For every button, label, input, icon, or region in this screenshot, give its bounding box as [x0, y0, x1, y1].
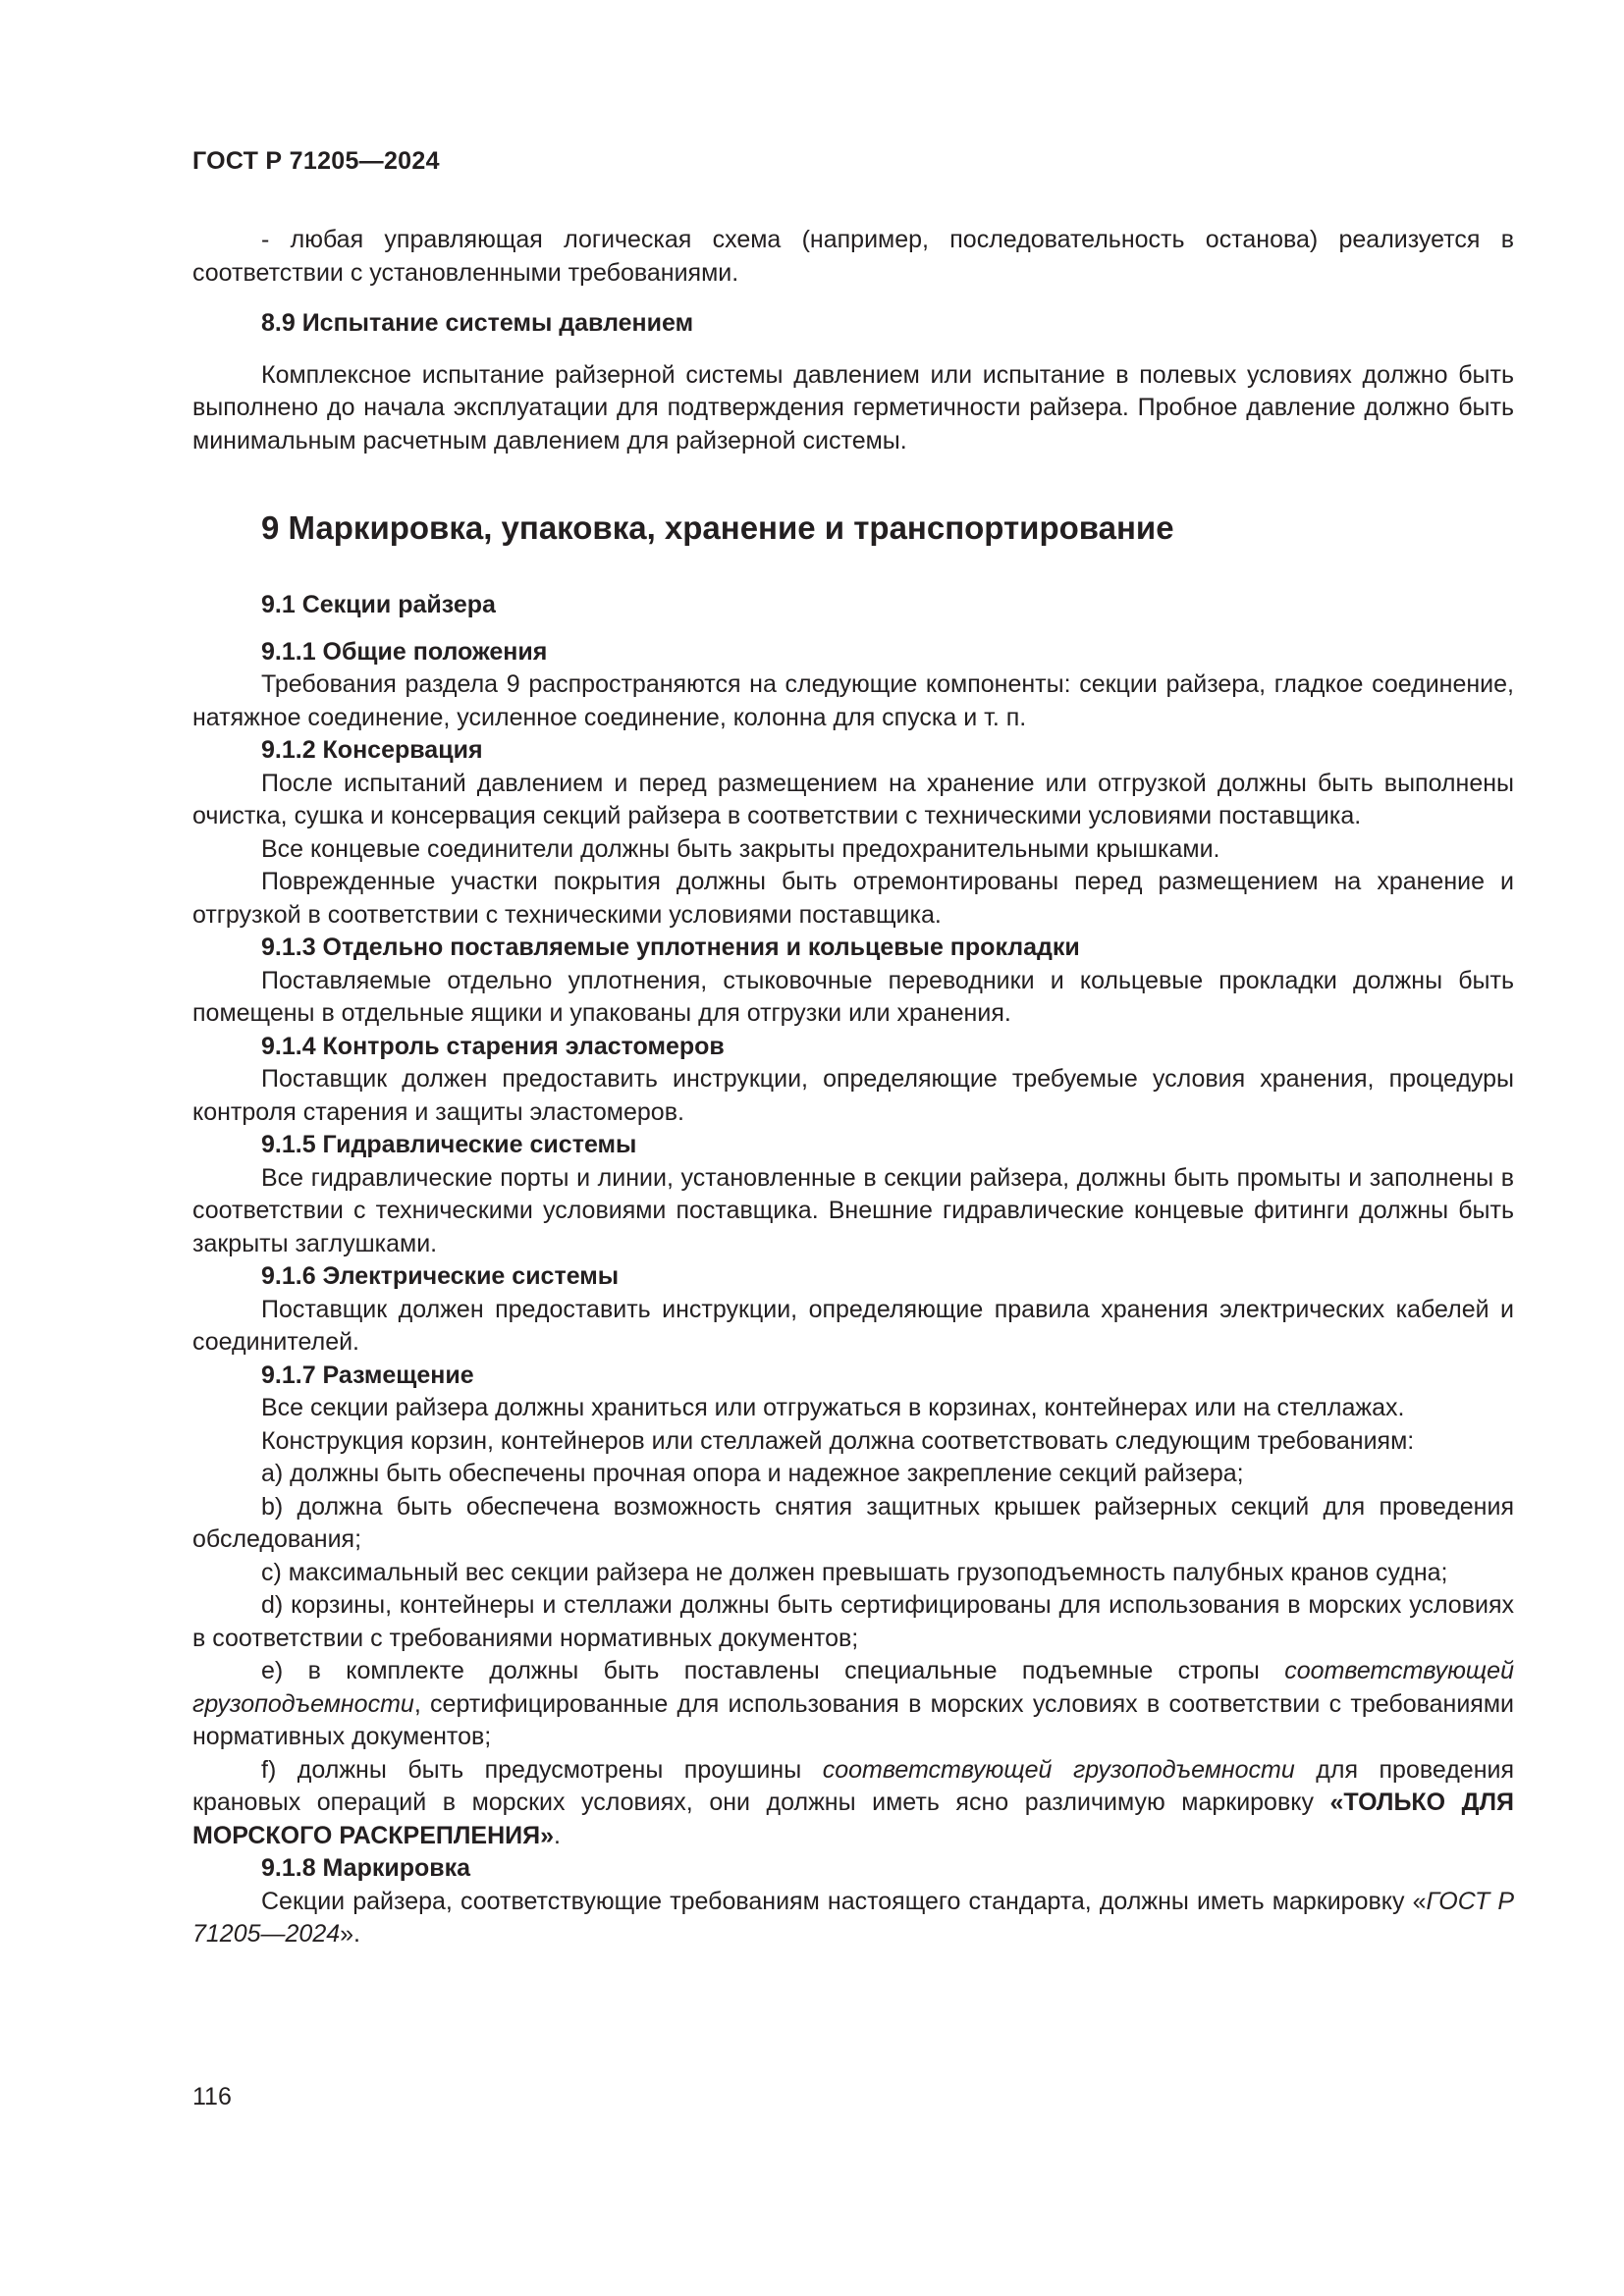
- list-item-e-emphasis: соответствующей грузоподъемности: [192, 1657, 1514, 1718]
- list-item-f-emphasis: соответствующей грузоподъемности: [822, 1755, 1295, 1784]
- standard-code-emphasis: ГОСТ Р 71205—2024: [192, 1887, 1514, 1948]
- marking-label: «ТОЛЬКО ДЛЯ МОРСКОГО РАСКРЕПЛЕНИЯ»: [192, 1789, 1515, 1849]
- section-8-9-text: Комплексное испытание райзерной системы давлением или испытание в полевых условиях должно быть выполнено до начала эксплуатации для подтверждения герметичности райзера. Пробное давление должно быть минимальным расчетным давлением для райзерной системы.: [192, 360, 1514, 454]
- section-9-1-7-paragraph: Все секции райзера должны храниться или отгружаться в корзинах, контейнерах или на стеллажах.: [261, 1394, 1405, 1421]
- section-9-1-heading: 9.1 Секции райзера: [261, 591, 496, 618]
- list-item-e-text-end: , сертифицированные для использования в морских условиях в соответствии с требованиями нормативных документов;: [192, 1689, 1514, 1750]
- page-body: [192, 224, 1514, 1951]
- section-9-1-2-paragraph: Все концевые соединители должны быть закрыты предохранительными крышками.: [261, 834, 1220, 863]
- list-item-f-text-mid: для проведения крановых операций в морских условиях, они должны иметь ясно различимую маркировку: [192, 1755, 1515, 1816]
- list-item-e: [192, 1655, 1514, 1754]
- section-9-1-8-text-end: ».: [340, 1920, 360, 1948]
- section-9-1-4-heading: 9.1.4 Контроль старения эластомеров: [261, 1032, 725, 1060]
- list-item-b: b) должна быть обеспечена возможность снятия защитных крышек райзерных секций для проведения обследования;: [192, 1492, 1514, 1553]
- section-9-1-7-heading: 9.1.7 Размещение: [261, 1361, 474, 1389]
- page-number: 116: [192, 2083, 232, 2110]
- list-item-e-text: е) в комплекте должны быть поставлены специальные подъемные стропы: [261, 1657, 1285, 1684]
- section-9-1-4-text: Поставщик должен предоставить инструкции, определяющие требуемые условия хранения, процедуры контроля старения и защиты эластомеров.: [192, 1065, 1514, 1126]
- section-9-1-8-heading: 9.1.8 Маркировка: [261, 1854, 471, 1882]
- section-9-1-2-heading: 9.1.2 Консервация: [261, 736, 483, 764]
- list-item-f: [192, 1754, 1514, 1853]
- section-9-1-5-heading: 9.1.5 Гидравлические системы: [261, 1131, 637, 1158]
- section-9-1-1-heading: 9.1.1 Общие положения: [261, 637, 548, 666]
- section-8-9-heading: 8.9 Испытание системы давлением: [261, 309, 694, 337]
- list-item-intro: - любая управляющая логическая схема (например, последовательность останова) реализуется в соответствии с установленными требованиями.: [192, 226, 1514, 287]
- section-9-1-8-text-start: Секции райзера, соответствующие требованиям настоящего стандарта, должны иметь маркировку «: [261, 1887, 1427, 1915]
- list-item-f-text: f) должны быть предусмотрены проушины: [261, 1755, 823, 1784]
- list-item-c: с) максимальный вес секции райзера не должен превышать грузоподъемность палубных кранов судна;: [261, 1558, 1448, 1586]
- list-item-d: d) корзины, контейнеры и стеллажи должны быть сертифицированы для использования в морских условиях в соответствии с требованиями нормативных документов;: [192, 1591, 1514, 1652]
- section-9-1-8-text: [192, 1886, 1514, 1951]
- document-code-header: ГОСТ Р 71205—2024: [192, 147, 440, 175]
- list-item-f-text-end: .: [553, 1821, 561, 1849]
- list-item-a: а) должны быть обеспечены прочная опора и надежное закрепление секций райзера;: [261, 1460, 1244, 1487]
- section-9-1-6-heading: 9.1.6 Электрические системы: [261, 1262, 620, 1290]
- section-9-1-7-paragraph: Конструкция корзин, контейнеров или стеллажей должна соответствовать следующим требованиям:: [261, 1426, 1415, 1455]
- section-9-1-3-text: Поставляемые отдельно уплотнения, стыковочные переводники и кольцевые прокладки должны быть помещены в отдельные ящики и упакованы для отгрузки или хранения.: [192, 966, 1514, 1027]
- section-9-heading: 9 Маркировка, упаковка, хранение и транспортирование: [261, 509, 1174, 546]
- section-9-1-2-paragraph: Поврежденные участки покрытия должны быть отремонтированы перед размещением на хранение и отгрузкой в соответствии с техническими условиями поставщика.: [192, 868, 1514, 929]
- section-9-1-6-text: Поставщик должен предоставить инструкции, определяющие правила хранения электрических кабелей и соединителей.: [192, 1295, 1514, 1356]
- section-9-1-5-text: Все гидравлические порты и линии, установленные в секции райзера, должны быть промыты и заполнены в соответствии с техническими условиями поставщика. Внешние гидравлические концевые фитинги должны быть закрыты заглушками.: [192, 1163, 1514, 1257]
- section-9-1-2-paragraph: После испытаний давлением и перед размещением на хранение или отгрузкой должны быть выполнены очистка, сушка и консервация секций райзера в соответствии с техническими условиями поставщика.: [192, 769, 1514, 829]
- section-9-1-1-text: Требования раздела 9 распространяются на следующие компоненты: секции райзера, гладкое соединение, натяжное соединение, усиленное соединение, колонна для спуска и т. п.: [192, 670, 1514, 731]
- section-9-1-3-heading: 9.1.3 Отдельно поставляемые уплотнения и кольцевые прокладки: [261, 934, 1080, 961]
